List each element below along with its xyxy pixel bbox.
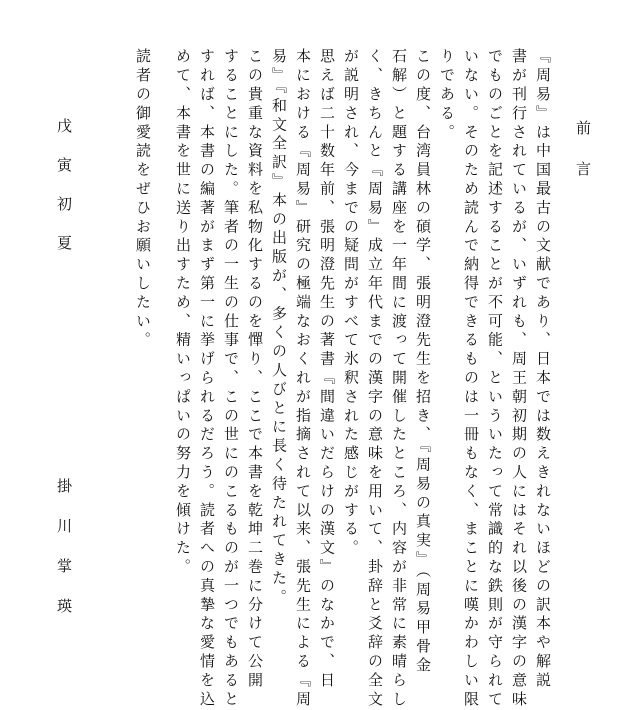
body-line-16: めて、本書を世に送り出すため、精いっぱいの努力を傾けた。 (174, 48, 192, 578)
body-line-9: が説明され、今までの疑問がすべて氷釈された感じがする。 (342, 48, 360, 559)
body-line-15: すれば、本書の編著がまず第一に挙げられるだろう。読者への真摯な愛情を込 (198, 48, 216, 710)
body-line-11: 本における『周易』研究の極端なおくれが指摘されて以来、張先生による『周 (294, 48, 312, 710)
body-line-3: でものごとを記述することが不可能、といういたって常識的な鉄則が守られて (486, 48, 504, 710)
body-line-6: この度、台湾員林の碩学、張明澄先生を招き、『周易の真実』（周易甲骨金 (414, 48, 432, 676)
body-line-5: りである。 (438, 48, 456, 143)
author-signature: 掛川掌瑛 (55, 478, 73, 638)
body-line-10: 思えば二十数年前、張明澄先生の著書『間違いだらけの漢文』のなかで、日 (318, 48, 336, 691)
closing-line: 読者の御愛読をぜひお願いしたい。 (134, 48, 152, 351)
body-line-14: することにした。筆者の一生の仕事で、この世にのこるものが一つでもあると (222, 48, 240, 710)
body-line-7: 石解）と題する講座を一年間に渡って開催したところ、内容が非常に素晴らし (390, 48, 408, 710)
page-title: 前言 (574, 120, 592, 202)
body-line-4: いない。そのため読んで納得できるものは一冊もなく、まことに嘆かわしい限 (462, 48, 480, 710)
body-line-1: 『周易』は中国最古の文献であり、日本では数えきれないほどの訳本や解説 (534, 48, 552, 691)
body-line-13: この貴重な資料を私物化するのを憚り、ここで本書を乾坤二巻に分けて公開 (246, 48, 264, 691)
body-line-8: く、きちんと『周易』成立年代までの漢字の意味を用いて、卦辞と爻辞の全文 (366, 48, 384, 710)
body-line-2: 書が刊行されているが、いずれも、周王朝初期の人にはそれ以後の漢字の意味 (510, 48, 528, 710)
body-line-12: 易』『和文全訳』本の出版が、多くの人びとに長く待たれてきた。 (270, 48, 288, 608)
date-signature: 戊寅初夏 (55, 118, 73, 274)
